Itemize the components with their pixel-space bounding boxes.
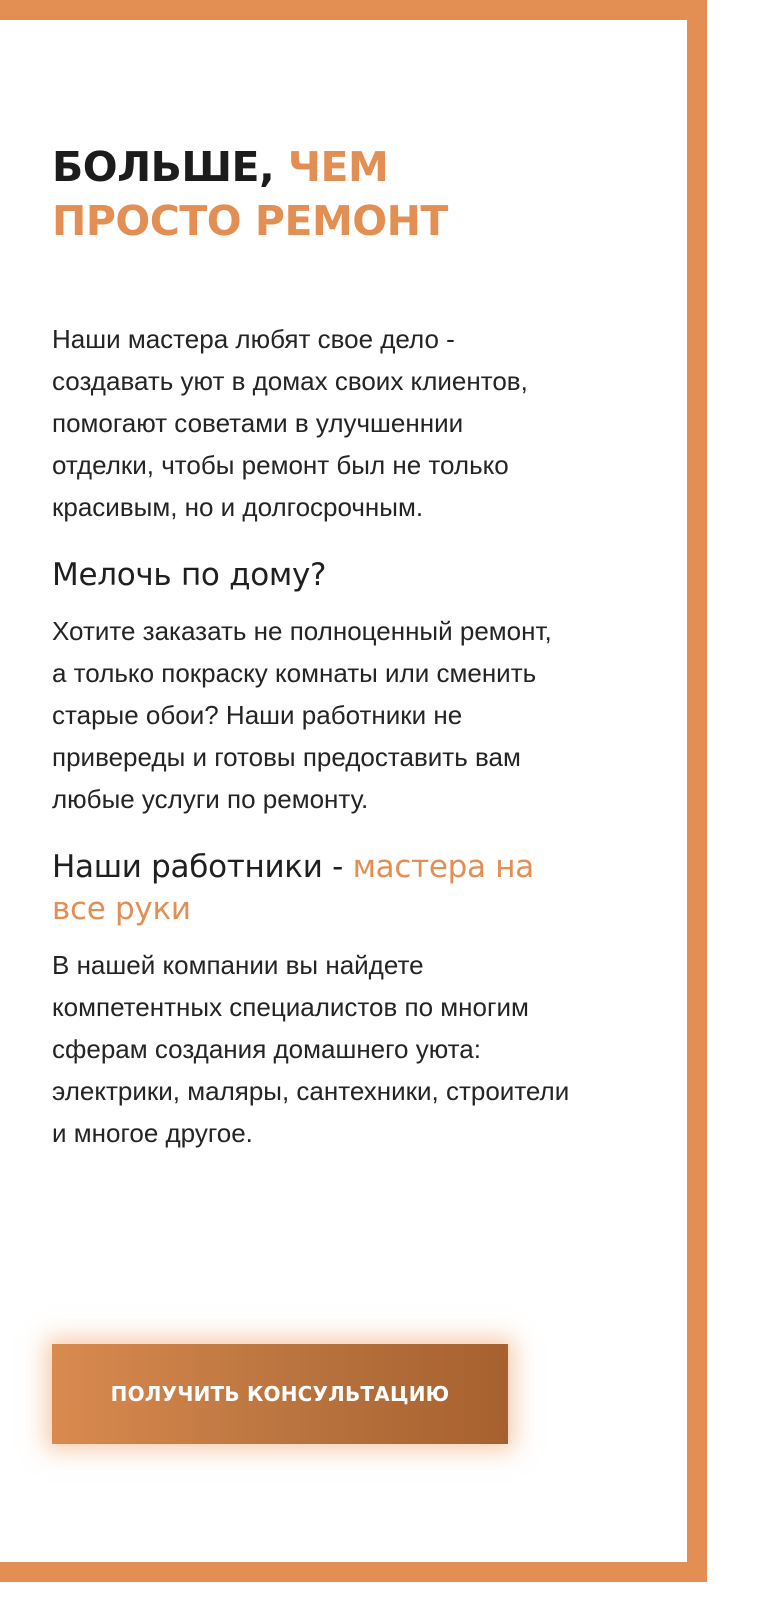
section-headline <box>52 140 572 248</box>
headline-plain: БОЛЬШЕ, <box>52 143 275 191</box>
about-section <box>52 140 572 1154</box>
block2-title-accent: мастера на все руки <box>52 849 534 927</box>
headline-accent: ЧЕМ ПРОСТО РЕМОНТ <box>52 143 448 245</box>
intro-paragraph: Наши мастера любят свое дело - создавать уют в домах своих клиентов, помогают советами в улучшеннии отделки, чтобы ремонт был не только красивым, но и долгосрочным. <box>52 324 528 522</box>
block2-title <box>52 846 572 930</box>
block1-title: Мелочь по дому? <box>52 557 327 593</box>
get-consultation-button[interactable]: ПОЛУЧИТЬ КОНСУЛЬТАЦИЮ <box>52 1344 508 1444</box>
block2-text: В нашей компании вы найдете компетентных специалистов по многим сферам создания домашнего уюта: электрики, маляры, сантехники, строители и многое другое. <box>52 950 570 1148</box>
block1-text: Хотите заказать не полноценный ремонт, а только покраску комнаты или сменить старые обои? Наши работники не привереды и готовы предоставить вам любые услуги по ремонту. <box>52 616 552 814</box>
block2-title-plain: Наши работники - <box>52 849 344 885</box>
